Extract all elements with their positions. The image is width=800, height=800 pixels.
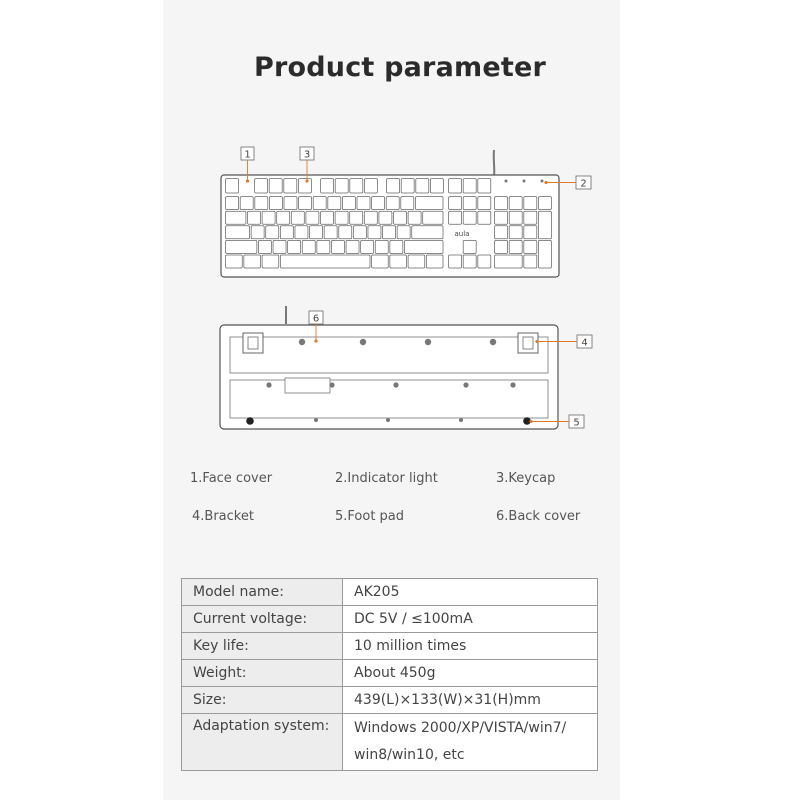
spec-value: Windows 2000/XP/VISTA/win7/ win8/win10, etc [343,714,598,771]
spec-key: Weight: [182,660,343,687]
legend-face-cover: 1.Face cover [190,471,273,486]
keycap [277,211,290,224]
keycap [255,197,268,210]
keycap [449,255,462,268]
keycap [538,211,551,239]
spec-key: Key life: [182,633,343,660]
spec-key: Adaptation system: [182,714,343,771]
keycap [357,197,370,210]
keycap [397,226,410,239]
bracket [518,333,538,353]
keycap [335,211,348,224]
table-row [182,660,598,687]
label-recess [285,378,330,393]
keycap [463,211,476,224]
svg-text:2: 2 [580,178,587,190]
keycap [288,240,301,253]
spec-key: Size: [182,687,343,714]
keycap [251,226,264,239]
keycap [321,179,334,193]
foot-pad [246,417,254,425]
spec-key: Current voltage: [182,606,343,633]
spec-value: DC 5V / ≤100mA [343,606,598,633]
keycap [379,211,392,224]
legend-indicator-light: 2.Indicator light [335,471,438,486]
keycap [495,255,523,268]
keycap [416,179,429,193]
keycap [258,240,271,253]
keycap [335,179,348,193]
keycap [387,179,400,193]
keycap [415,197,443,210]
keycap [372,255,389,268]
keycap [269,179,282,193]
keycap [449,197,462,210]
keycap [328,197,341,210]
keycap [284,197,297,210]
brand-logo: aula [454,230,470,238]
keycap [538,240,551,268]
keycap [313,197,326,210]
keycap [310,226,323,239]
keycap [478,197,491,210]
keycap [226,226,250,239]
back-cover [220,325,558,429]
keycap [408,211,421,224]
table-row [182,687,598,714]
keycap [495,226,508,239]
keycap [266,226,279,239]
spec-value: 439(L)×133(W)×31(H)mm [343,687,598,714]
keycap [280,255,370,268]
svg-text:1: 1 [244,149,251,161]
keycap [244,255,261,268]
keycap [524,240,537,253]
spec-value: About 450g [343,660,598,687]
keycap [449,179,462,193]
keycap [463,240,476,253]
keycap [430,179,443,193]
table-row [182,579,598,606]
keycap [386,197,399,210]
keycap [509,226,522,239]
svg-text:4: 4 [581,337,588,349]
keycap [524,226,537,239]
keycap [404,240,443,253]
keycap [342,197,355,210]
keycap [361,240,374,253]
keycap [495,211,508,224]
keycap [375,240,388,253]
table-row [182,606,598,633]
keycap [262,255,279,268]
keycap [412,226,443,239]
keycap [495,240,508,253]
keycap [394,211,407,224]
keycap [538,197,551,210]
spec-value: 10 million times [343,633,598,660]
keycap [350,211,363,224]
keycap [324,226,337,239]
keycap [346,240,359,253]
keycap [226,197,239,210]
legend-bracket: 4.Bracket [192,509,254,524]
keycap [273,240,286,253]
legend-keycap: 3.Keycap [496,471,556,486]
keycap [449,211,462,224]
page-title: Product parameter [254,52,546,83]
keycap [280,226,293,239]
keycap [339,226,352,239]
keycap [478,179,491,193]
keycap [463,197,476,210]
svg-text:5: 5 [573,417,580,429]
keycap [226,255,243,268]
keycap [426,255,443,268]
spec-value: AK205 [343,579,598,606]
keycap [364,179,377,193]
keycap [299,197,312,210]
keycap [291,211,304,224]
keycap [255,179,268,193]
table-row [182,633,598,660]
keycap [524,197,537,210]
legend-foot-pad: 5.Foot pad [335,509,405,524]
keycap [390,255,407,268]
keycap [463,179,476,193]
keycap [298,179,311,193]
keycap [284,179,297,193]
svg-text:3: 3 [303,149,311,161]
keycap [463,255,476,268]
keycap [302,240,315,253]
keycap [321,211,334,224]
keycap [368,226,381,239]
keycap [226,179,239,193]
keycap [372,197,385,210]
keycap [306,211,319,224]
keycap [390,240,403,253]
keycap [364,211,377,224]
keycap [226,211,246,224]
keycap [509,197,522,210]
svg-text:6: 6 [312,313,320,325]
keycap [408,255,425,268]
bracket [243,333,263,353]
keycap [509,211,522,224]
keycap [495,197,508,210]
keycap [262,211,275,224]
keycap [248,211,261,224]
keycap [478,255,491,268]
spec-table [181,578,598,771]
keycap [383,226,396,239]
keycap [401,197,414,210]
indicator-light [523,180,526,183]
cable [494,150,495,176]
keycap [524,255,537,268]
keyboard-top-view [221,150,559,277]
keycap [317,240,330,253]
keycap [226,240,257,253]
keycap [423,211,443,224]
keycap [353,226,366,239]
table-row [182,714,598,771]
legend-back-cover: 6.Back cover [496,509,581,524]
keyboard-bottom-view [220,306,558,429]
indicator-light [505,180,508,183]
keycap [269,197,282,210]
keycap [240,197,253,210]
keycap [350,179,363,193]
keycap [331,240,344,253]
keycap [295,226,308,239]
keycap [401,179,414,193]
keycap [478,211,491,224]
keycap [509,240,522,253]
indicator-light [541,180,544,183]
keycap [524,211,537,224]
spec-key: Model name: [182,579,343,606]
